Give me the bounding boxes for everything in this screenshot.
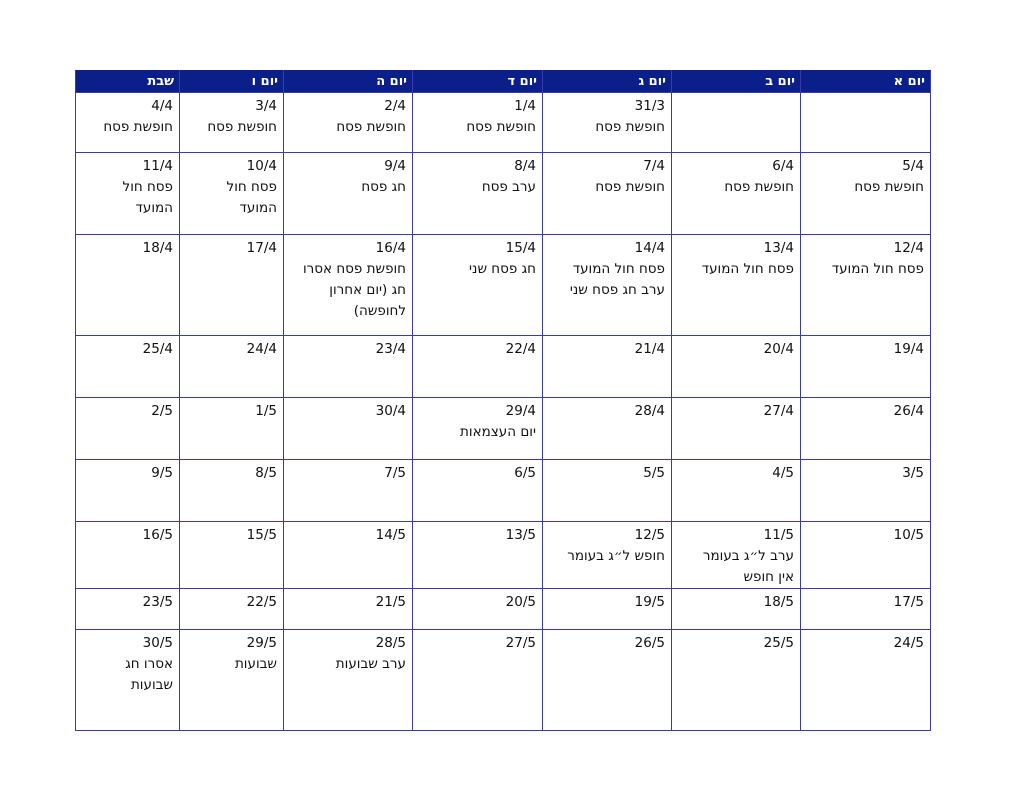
- day-cell[interactable]: [76, 460, 180, 522]
- day-date: 28/4: [634, 403, 665, 419]
- day-date: 12/5: [634, 527, 665, 543]
- day-cell[interactable]: [413, 589, 543, 630]
- weekday-header-friday: יום ו: [180, 71, 284, 93]
- day-note: יום העצמאות: [460, 424, 536, 440]
- weekday-header-saturday: שבת: [76, 71, 180, 93]
- day-cell[interactable]: [672, 398, 801, 460]
- day-date: 13/4: [763, 240, 794, 256]
- week-row: [76, 589, 931, 630]
- day-date: 9/5: [151, 465, 173, 481]
- day-cell[interactable]: [413, 235, 543, 336]
- calendar-body: [76, 93, 931, 731]
- day-date: 17/5: [893, 594, 924, 610]
- day-date: 22/5: [246, 594, 277, 610]
- day-date: 17/4: [246, 240, 277, 256]
- day-cell[interactable]: [672, 153, 801, 235]
- day-cell[interactable]: [672, 460, 801, 522]
- day-cell[interactable]: [180, 522, 284, 589]
- day-date: 29/4: [505, 403, 536, 419]
- day-cell[interactable]: [76, 398, 180, 460]
- day-cell[interactable]: [76, 93, 180, 153]
- day-date: 10/5: [893, 527, 924, 543]
- day-cell[interactable]: [543, 589, 672, 630]
- day-date: 15/5: [246, 527, 277, 543]
- day-cell[interactable]: [801, 93, 931, 153]
- week-row: [76, 460, 931, 522]
- day-note: חופשת פסח: [595, 119, 665, 135]
- weekday-header-wednesday: יום ד: [413, 71, 543, 93]
- day-date: 13/5: [505, 527, 536, 543]
- day-cell[interactable]: [413, 630, 543, 731]
- day-cell[interactable]: [801, 336, 931, 398]
- day-cell[interactable]: [543, 522, 672, 589]
- day-note: ערב ל״ג בעומר: [702, 548, 794, 564]
- day-cell[interactable]: [413, 398, 543, 460]
- day-date: 11/4: [142, 158, 173, 174]
- day-date: 6/4: [772, 158, 794, 174]
- day-note: ערב שבועות: [335, 656, 406, 672]
- day-cell[interactable]: [801, 589, 931, 630]
- day-cell[interactable]: [543, 153, 672, 235]
- day-note: חופשת פסח: [595, 179, 665, 195]
- day-date: 23/5: [142, 594, 173, 610]
- day-cell[interactable]: [76, 522, 180, 589]
- day-date: 15/4: [505, 240, 536, 256]
- weekday-header-sunday: יום א: [801, 71, 931, 93]
- day-date: 4/4: [151, 98, 173, 114]
- day-cell[interactable]: [543, 235, 672, 336]
- day-date: 5/4: [902, 158, 924, 174]
- day-cell[interactable]: [284, 460, 413, 522]
- day-cell[interactable]: [413, 93, 543, 153]
- day-note: המועד: [239, 200, 277, 216]
- day-date: 25/4: [142, 341, 173, 357]
- day-note: לחופשה): [353, 303, 406, 319]
- day-note: חופש ל״ג בעומר: [567, 548, 665, 564]
- day-date: 8/5: [255, 465, 277, 481]
- day-date: 12/4: [893, 240, 924, 256]
- day-cell[interactable]: [180, 235, 284, 336]
- calendar-table: [75, 70, 931, 731]
- day-cell[interactable]: [413, 522, 543, 589]
- day-cell[interactable]: [76, 235, 180, 336]
- day-cell[interactable]: [76, 630, 180, 731]
- day-note: חופשת פסח אסרו: [302, 261, 406, 277]
- day-cell[interactable]: [284, 93, 413, 153]
- day-date: 19/4: [893, 341, 924, 357]
- day-cell[interactable]: [801, 398, 931, 460]
- day-note: חופשת פסח: [724, 179, 794, 195]
- day-cell[interactable]: [76, 589, 180, 630]
- day-date: 30/4: [375, 403, 406, 419]
- day-cell[interactable]: [672, 589, 801, 630]
- day-cell[interactable]: [413, 460, 543, 522]
- day-date: 9/4: [384, 158, 406, 174]
- day-cell[interactable]: [413, 153, 543, 235]
- day-cell[interactable]: [543, 460, 672, 522]
- day-cell[interactable]: [672, 336, 801, 398]
- day-note: ערב פסח: [481, 179, 536, 195]
- day-note: חופשת פסח: [466, 119, 536, 135]
- day-date: 31/3: [634, 98, 665, 114]
- day-date: 18/5: [763, 594, 794, 610]
- day-date: 26/5: [634, 635, 665, 651]
- day-date: 20/5: [505, 594, 536, 610]
- day-cell[interactable]: [801, 153, 931, 235]
- day-cell[interactable]: [413, 336, 543, 398]
- day-date: 21/4: [634, 341, 665, 357]
- day-cell[interactable]: [543, 336, 672, 398]
- day-cell[interactable]: [76, 153, 180, 235]
- day-note: חופשת פסח: [854, 179, 924, 195]
- day-date: 20/4: [763, 341, 794, 357]
- weekday-header-monday: יום ב: [672, 71, 801, 93]
- day-cell[interactable]: [284, 522, 413, 589]
- day-date: 11/5: [763, 527, 794, 543]
- day-note: חג פסח שני: [469, 261, 536, 277]
- day-date: 14/4: [634, 240, 665, 256]
- day-date: 1/5: [255, 403, 277, 419]
- week-row: [76, 235, 931, 336]
- day-cell[interactable]: [180, 589, 284, 630]
- day-date: 1/4: [514, 98, 536, 114]
- day-date: 21/5: [375, 594, 406, 610]
- day-note: חג (יום אחרון: [329, 282, 406, 298]
- day-cell[interactable]: [284, 235, 413, 336]
- day-cell[interactable]: [180, 460, 284, 522]
- day-cell[interactable]: [672, 235, 801, 336]
- week-row: [76, 522, 931, 589]
- day-cell[interactable]: [180, 398, 284, 460]
- day-note: אין חופש: [743, 569, 794, 585]
- day-note: המועד: [135, 200, 173, 216]
- day-cell[interactable]: [543, 630, 672, 731]
- day-cell[interactable]: [801, 630, 931, 731]
- day-date: 18/4: [142, 240, 173, 256]
- day-cell[interactable]: [180, 153, 284, 235]
- day-cell[interactable]: [180, 93, 284, 153]
- day-note: חופשת פסח: [336, 119, 406, 135]
- day-cell[interactable]: [284, 589, 413, 630]
- day-date: 25/5: [763, 635, 794, 651]
- day-cell[interactable]: [672, 630, 801, 731]
- day-cell[interactable]: [284, 336, 413, 398]
- day-note: פסח חול: [226, 179, 277, 195]
- day-date: 24/5: [893, 635, 924, 651]
- day-date: 26/4: [893, 403, 924, 419]
- weekday-header-thursday: יום ה: [284, 71, 413, 93]
- day-date: 19/5: [634, 594, 665, 610]
- day-cell[interactable]: [76, 336, 180, 398]
- day-note: שבועות: [130, 677, 173, 693]
- day-date: 16/4: [375, 240, 406, 256]
- day-cell[interactable]: [180, 336, 284, 398]
- day-cell[interactable]: [672, 522, 801, 589]
- weekday-header-tuesday: יום ג: [543, 71, 672, 93]
- day-date: 7/4: [643, 158, 665, 174]
- day-date: 30/5: [142, 635, 173, 651]
- day-date: 16/5: [142, 527, 173, 543]
- day-note: ערב חג פסח שני: [569, 282, 665, 298]
- day-cell[interactable]: [284, 153, 413, 235]
- week-row: [76, 336, 931, 398]
- day-note: חופשת פסח: [207, 119, 277, 135]
- day-note: פסח חול המועד: [572, 261, 665, 277]
- day-cell[interactable]: [801, 460, 931, 522]
- day-date: 23/4: [375, 341, 406, 357]
- day-date: 10/4: [246, 158, 277, 174]
- day-date: 24/4: [246, 341, 277, 357]
- day-date: 28/5: [375, 635, 406, 651]
- week-row: [76, 398, 931, 460]
- day-date: 27/5: [505, 635, 536, 651]
- day-note: אסרו חג: [125, 656, 173, 672]
- day-date: 27/4: [763, 403, 794, 419]
- day-date: 2/5: [151, 403, 173, 419]
- day-note: חג פסח: [361, 179, 406, 195]
- day-cell[interactable]: [543, 398, 672, 460]
- week-row: [76, 153, 931, 235]
- week-row: [76, 93, 931, 153]
- day-date: 8/4: [514, 158, 536, 174]
- day-note: חופשת פסח: [103, 119, 173, 135]
- weekday-header-row: [76, 71, 931, 93]
- day-date: 3/5: [902, 465, 924, 481]
- day-cell[interactable]: [801, 522, 931, 589]
- day-cell[interactable]: [284, 630, 413, 731]
- day-note: פסח חול המועד: [701, 261, 794, 277]
- day-note: פסח חול המועד: [831, 261, 924, 277]
- day-note: פסח חול: [122, 179, 173, 195]
- day-note: שבועות: [234, 656, 277, 672]
- day-cell[interactable]: [543, 93, 672, 153]
- day-date: 7/5: [384, 465, 406, 481]
- day-date: 3/4: [255, 98, 277, 114]
- day-cell[interactable]: [801, 235, 931, 336]
- day-date: 5/5: [643, 465, 665, 481]
- day-date: 14/5: [375, 527, 406, 543]
- day-cell[interactable]: [180, 630, 284, 731]
- day-date: 29/5: [246, 635, 277, 651]
- day-date: 4/5: [772, 465, 794, 481]
- day-date: 6/5: [514, 465, 536, 481]
- day-date: 22/4: [505, 341, 536, 357]
- day-cell[interactable]: [284, 398, 413, 460]
- week-row: [76, 630, 931, 731]
- day-cell[interactable]: [672, 93, 801, 153]
- day-date: 2/4: [384, 98, 406, 114]
